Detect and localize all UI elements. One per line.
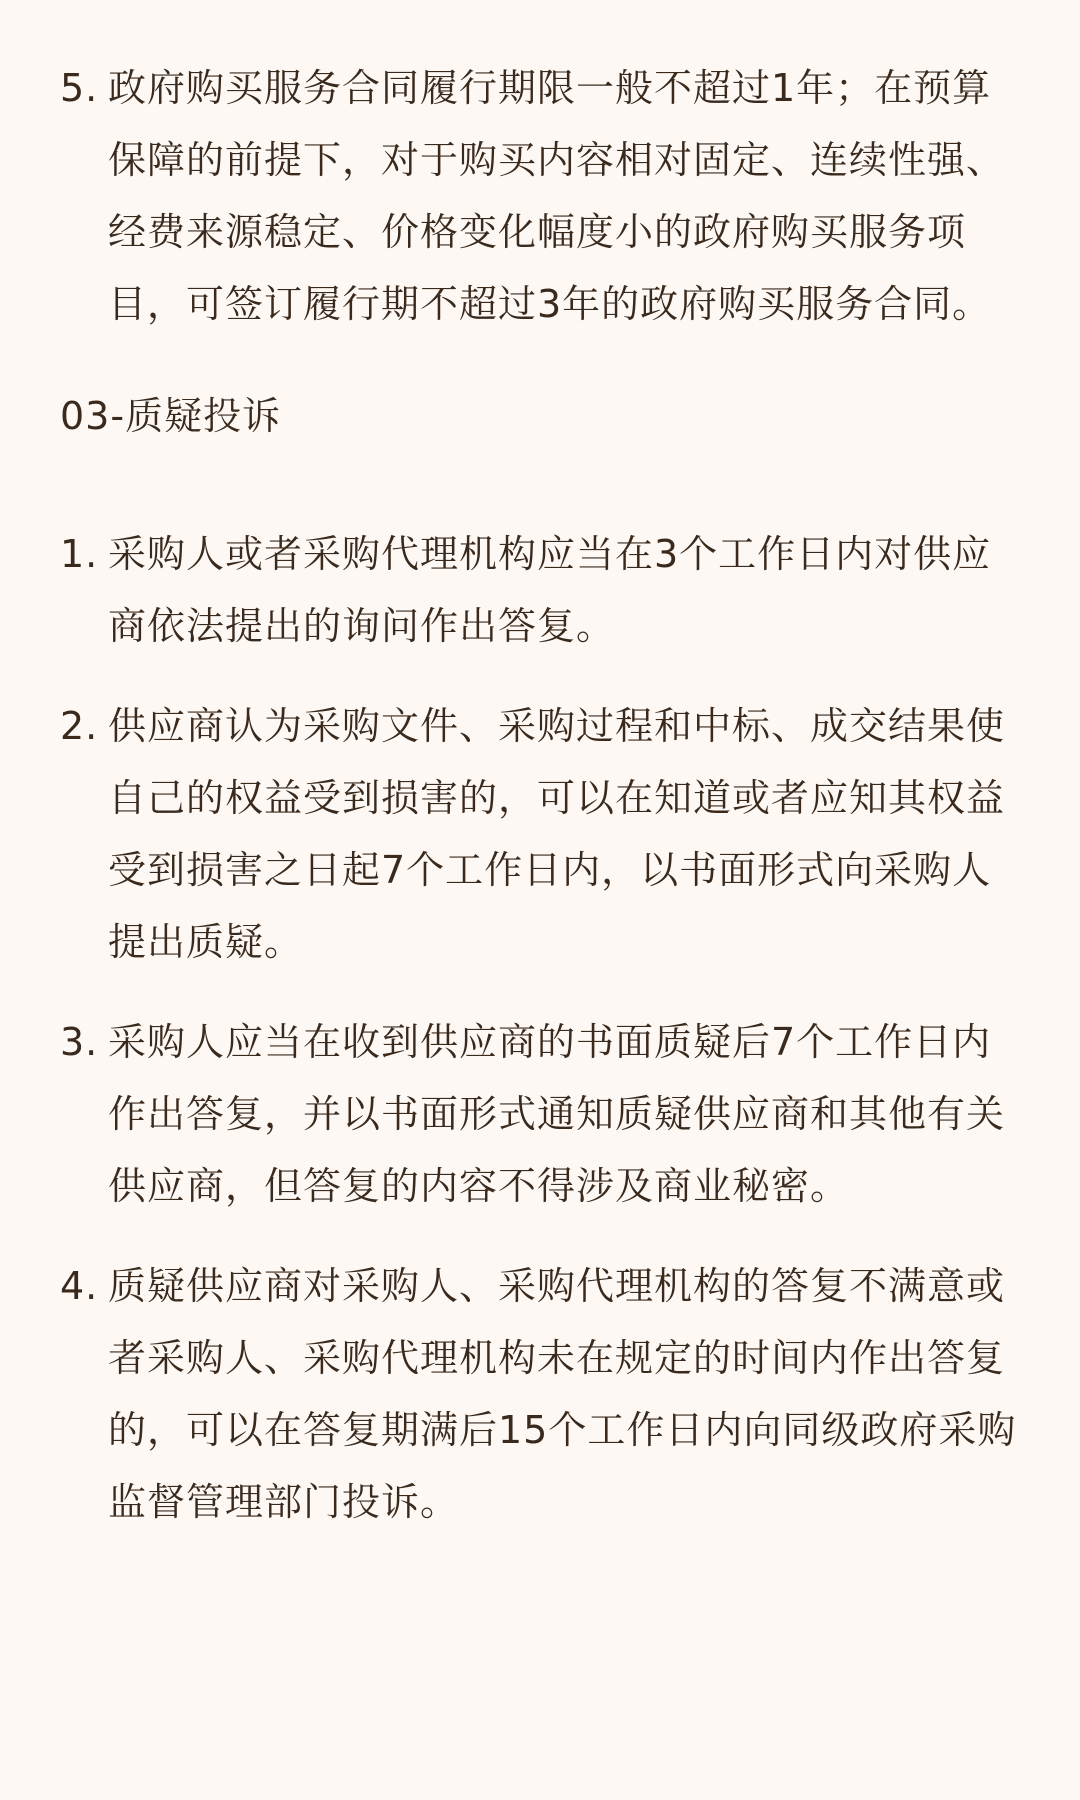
list-item-text: 政府购买服务合同履行期限一般不超过1年；在预算保障的前提下，对于购买内容相对固定、连续性强、经费来源稳定、价格变化幅度小的政府购买服务项目，可签订履行期不超过3年的政府购买服务合同。 [108, 66, 1006, 326]
list-item-text: 采购人或者采购代理机构应当在3个工作日内对供应商依法提出的询问作出答复。 [108, 532, 992, 648]
list-item-text: 采购人应当在收到供应商的书面质疑后7个工作日内作出答复，并以书面形式通知质疑供应商和其他有关供应商，但答复的内容不得涉及商业秘密。 [108, 1020, 1006, 1208]
list-item-text: 质疑供应商对采购人、采购代理机构的答复不满意或者采购人、采购代理机构未在规定的时间内作出答复的，可以在答复期满后15个工作日内向同级政府采购监督管理部门投诉。 [108, 1264, 1017, 1524]
list-item-number: 2. [60, 704, 99, 748]
list-item-number: 3. [60, 1020, 99, 1064]
list-item-number: 4. [60, 1264, 99, 1308]
list-item-text: 供应商认为采购文件、采购过程和中标、成交结果使自己的权益受到损害的，可以在知道或者应知其权益受到损害之日起7个工作日内，以书面形式向采购人提出质疑。 [108, 704, 1006, 964]
list-item [60, 690, 1020, 978]
section-list [60, 518, 1020, 1538]
list-item [60, 518, 1020, 662]
list-item [60, 52, 1020, 340]
list-item-number: 5. [60, 66, 99, 110]
top-list [60, 52, 1020, 340]
list-item-number: 1. [60, 532, 99, 576]
list-item [60, 1006, 1020, 1222]
list-item [60, 1250, 1020, 1538]
section-heading: 03-质疑投诉 [60, 394, 282, 438]
